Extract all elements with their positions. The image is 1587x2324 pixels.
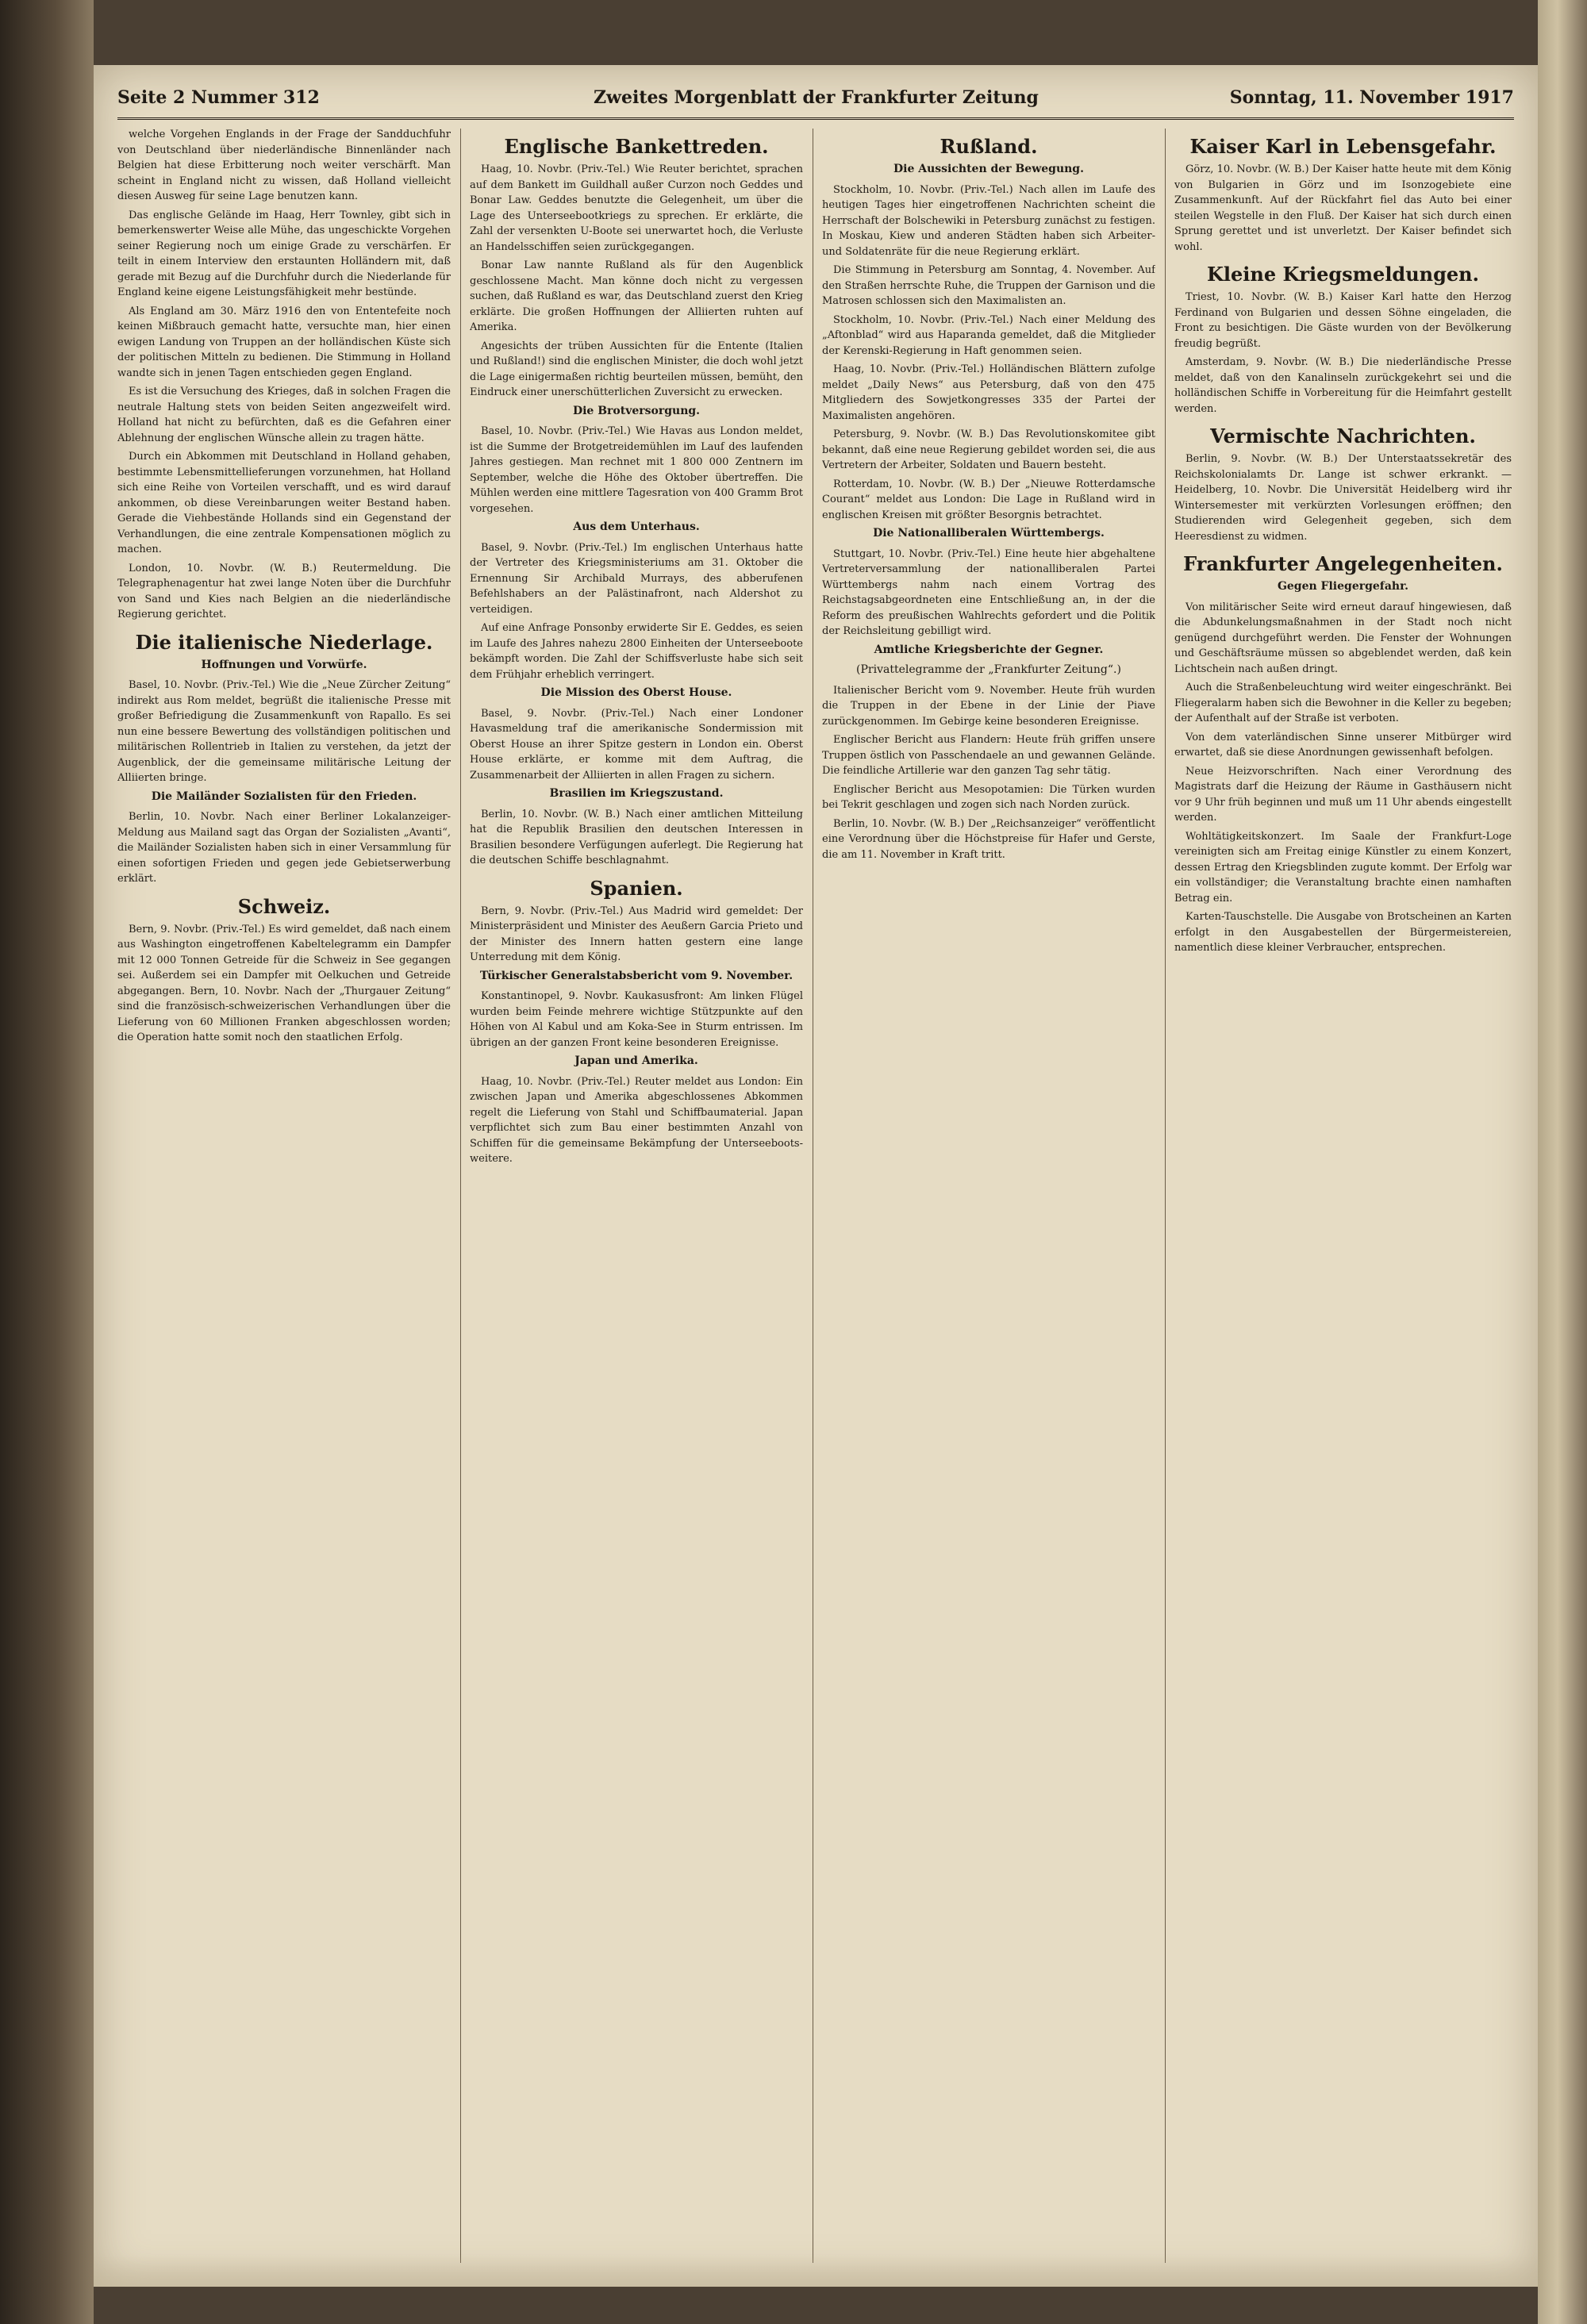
column-rule (1165, 129, 1166, 2263)
article-paragraph: Basel, 10. Novbr. (Priv.-Tel.) Wie Havas aus London meldet, ist die Summe der Brotgetreidemühlen im Lauf des laufenden Jahres gestiegen. Man rechnet mit 1 800 000 Zentnern im September, welche die Höhe des Oktober übertreffen. Die Mühlen werden eine mittlere Tagesration von 400 Gramm Brot vorgesehen. (470, 425, 803, 515)
article-paragraph: Stuttgart, 10. Novbr. (Priv.-Tel.) Eine heute hier abgehaltene Vertreterversammlung der nationalliberalen Partei Württembergs nahm nach einem Vortrag des Reichstagsabgeordneten eine Entschließung an, in der die Reform des preußischen Wahlrechts gefordert und die Politik der Reichsleitung gebilligt wird. (822, 547, 1155, 637)
subheadline: Die Mission des Oberst House. (540, 686, 732, 699)
book-binding-left (0, 0, 94, 2324)
article-paragraph: Auch die Straßenbeleuchtung wird weiter eingeschränkt. Bei Fliegeralarm haben sich die Bewohner in die Keller zu begeben; der Aufenthalt auf der Straße ist verboten. (1174, 682, 1512, 724)
article-paragraph: Triest, 10. Novbr. (W. B.) Kaiser Karl hatte den Herzog Ferdinand von Bulgarien und dessen Söhne eingeladen, die Front zu besichtigen. Die Gäste wurden von der Bevölkerung freudig begrüßt. (1174, 291, 1512, 350)
article-paragraph: Stockholm, 10. Novbr. (Priv.-Tel.) Nach einer Meldung des „Aftonblad“ wird aus Haparanda gemeldet, daß die Mitglieder der Kerenski-Regierung in Haft genommen seien. (822, 313, 1155, 357)
news-item: Karten-Tauschstelle. Die Ausgabe von Brotscheinen an Karten erfolgt in den Ausgabestellen der Bürgermeistereien, namentlich diese kleiner Verbraucher, entsprechen. (1174, 911, 1512, 954)
article-paragraph: Konstantinopel, 9. Novbr. Kaukasusfront: Am linken Flügel wurden beim Feinde mehrere wichtige Stützpunkte auf den Höhen von Al Kabul und am Koka-See in Sturm entrissen. Im übrigen an der ganzen Front keine besonderen Ereignisse. (470, 990, 803, 1049)
article-paragraph: Es ist die Versuchung des Krieges, daß in solchen Fragen die neutrale Haltung stets von beiden Seiten angezweifelt wird. Holland hat nicht zu befürchten, daß es die Gefahren einer Ablehnung der englischen Wünsche allein zu tragen hätte. (117, 386, 451, 444)
subheadline: Die Brotversorgung. (572, 404, 701, 417)
article-paragraph: Englischer Bericht aus Mesopotamien: Die Türken wurden bei Tekrit geschlagen und zogen sich nach Norden zurück. (822, 783, 1155, 811)
headline-english-banquet: Englische Bankettreden. (504, 135, 769, 158)
article-paragraph: Basel, 9. Novbr. (Priv.-Tel.) Im englischen Unterhaus hatte der Vertreter des Kriegsministeriums am 31. Oktober die Ernennung Sir Archibald Murrays, des abberufenen Befehlshabers an der Palästinafront, nach Aldershot zu verteidigen. (470, 541, 803, 616)
article-paragraph: Stockholm, 10. Novbr. (Priv.-Tel.) Nach allen im Laufe des heutigen Tages hier eingetroffenen Nachrichten scheint die Herrschaft der Bolschewiki in Petersburg zunächst zu festigen. In Moskau, Kiew und anderen Städten haben sich Arbeiter- und Soldatenräte für die neue Regierung erklärt. (822, 183, 1155, 258)
column-rule (460, 129, 461, 2263)
article-paragraph: Von militärischer Seite wird erneut darauf hingewiesen, daß die Abdunkelungsmaßnahmen in der Stadt noch nicht genügend durchgeführt werden. Die Fenster der Wohnungen und Geschäftsräume müssen so abgeblendet werden, daß kein Lichtschein nach außen dringt. (1174, 601, 1512, 675)
article-paragraph: Bern, 9. Novbr. (Priv.-Tel.) Es wird gemeldet, daß nach einem aus Washington eingetroffenen Kabeltelegramm ein Dampfer mit 12 000 Tonnen Getreide für die Schweiz in See gegangen sei. Außerdem sei ein Dampfer mit Oelkuchen und Getreide abgegangen. Bern, 10. Novbr. Nach der „Thurgauer Zeitung“ sind die französisch-schweizerischen Verhandlungen über die Lieferung von 60 Millionen Franken abgeschlossen worden; die Operation hatte somit noch den staatlichen Erfolg. (117, 923, 451, 1043)
subheadline: Aus dem Unterhaus. (573, 520, 700, 533)
subheadline: Gegen Fliegergefahr. (1277, 580, 1409, 593)
article-paragraph: Von dem vaterländischen Sinne unserer Mitbürger wird erwartet, daß sie diese Anordnungen gewissenhaft befolgen. (1174, 731, 1512, 759)
subheadline: Amtliche Kriegsberichte der Gegner. (874, 643, 1104, 656)
issue-date: Sonntag, 11. November 1917 (1229, 87, 1514, 108)
column-2 (470, 127, 803, 2261)
headline-spain: Spanien. (590, 876, 683, 900)
article-paragraph: Englischer Bericht aus Flandern: Heute früh griffen unsere Truppen östlich von Passchendaele an und gewannen Gelände. Die feindliche Artillerie war den ganzen Tag sehr tätig. (822, 734, 1155, 777)
article-paragraph: Haag, 10. Novbr. (Priv.-Tel.) Holländischen Blättern zufolge meldet „Daily News“ aus Petersburg, daß von den 475 Mitgliedern des Sowjetkongresses 335 der Partei der Maximalisten angehören. (822, 363, 1155, 422)
article-paragraph: Auf eine Anfrage Ponsonby erwiderte Sir E. Geddes, es seien im Laufe des Jahres nahezu 2800 Einheiten der Unterseeboote bekämpft worden. Die Zahl der Schiffsverluste habe sich seit dem Frühjahr erheblich verringert. (470, 622, 803, 681)
news-item: Wohltätigkeitskonzert. Im Saale der Frankfurt-Loge vereinigten sich am Freitag einige Künstler zu einem Konzert, dessen Ertrag den Kriegsblinden zugute kommt. Der Erfolg war ein vollständiger; die Veranstaltung brachte einen namhaften Betrag ein. (1174, 830, 1512, 905)
subheadline: Die Nationalliberalen Württembergs. (873, 527, 1105, 540)
article-paragraph: Berlin, 9. Novbr. (W. B.) Der Unterstaatssekretär des Reichskolonialamts Dr. Lange ist schwer erkrankt. — Heidelberg, 10. Novbr. Die Universität Heidelberg wird ihr Wintersemester mit verkürzten Vorlesungen eröffnen; den Studierenden wird Gelegenheit gegeben, sich dem Heeresdienst zu widmen. (1174, 453, 1512, 543)
headline-misc-news: Vermischte Nachrichten. (1210, 424, 1476, 448)
article-paragraph: Basel, 10. Novbr. (Priv.-Tel.) Wie die „Neue Zürcher Zeitung“ indirekt aus Rom meldet, begrüßt die italienische Presse mit großer Befriedigung die Zusammenkunft von Rapallo. Es sei nun eine bessere Bewertung des vollständigen politischen und militärischen Rollentrieb in Italien zu verstehen, da jetzt der Augenblick, der die gemeinsame militärische Leitung der Alliierten bringe. (117, 679, 451, 784)
article-paragraph: Die Stimmung in Petersburg am Sonntag, 4. November. Auf den Straßen herrschte Ruhe, die Truppen der Garnison und die Matrosen schlossen sich den Maximalisten an. (822, 264, 1155, 307)
subheadline-note: (Privattelegramme der „Frankfurter Zeitung“.) (856, 663, 1121, 676)
headline-italy: Die italienische Niederlage. (135, 630, 433, 654)
column-3 (822, 127, 1155, 2261)
newspaper-title: Zweites Morgenblatt der Frankfurter Zeitung (594, 87, 1039, 108)
news-item: Berlin, 10. Novbr. Nach einer Berliner Lokalanzeiger-Meldung aus Mailand sagt das Organ der Sozialisten „Avanti“, die Mailänder Sozialisten haben sich in einer Versammlung für einen sofortigen Frieden und gegen jede Gebietserwerbung erklärt. (117, 811, 451, 885)
subheadline: Die Mailänder Sozialisten für den Frieden. (151, 789, 417, 803)
article-paragraph: Italienischer Bericht vom 9. November. Heute früh wurden die Truppen in der Ebene in der Linie der Piave zurückgenommen. Im Gebirge keine besonderen Ereignisse. (822, 684, 1155, 728)
article-paragraph: Durch ein Abkommen mit Deutschland in Holland gehaben, bestimmte Lebensmittellieferungen vorzunehmen, hat Holland sich eine Reihe von Vorteilen verschafft, und es wird darauf ankommen, ob diese Vereinbarungen weiter Bestand haben. Gerade die Viehbestände Hollands sind ein Gegenstand der Verhandlungen, die eine zentrale Kompensationen möglich zu machen. (117, 451, 451, 555)
headline-russia: Rußland. (940, 135, 1038, 158)
article-paragraph: Als England am 30. März 1916 den von Ententefeite noch keinen Mißbrauch gemacht hatte, versuchte man, hier einen ewigen Landung von Truppen an der holländischen Küste sich der politischen Mitteln zu bedienen. Die Stimmung in Holland wandte sich in jenen Tagen entschieden gegen England. (117, 305, 451, 379)
news-item: London, 10. Novbr. (W. B.) Reutermeldung. Die Telegraphenagentur hat zwei lange Noten über die Durchfuhr von Sand und Kies nach Belgien an die niederländische Regierung gerichtet. (117, 562, 451, 620)
column-1 (117, 127, 451, 2261)
article-paragraph: Berlin, 10. Novbr. (W. B.) Der „Reichsanzeiger“ veröffentlicht eine Verordnung über die Höchstpreise für Hafer und Gerste, die am 11. November in Kraft tritt. (822, 817, 1155, 861)
page-bottom-shading (94, 2255, 1538, 2287)
article-paragraph: Petersburg, 9. Novbr. (W. B.) Das Revolutionskomitee gibt bekannt, daß eine neue Regierung gebildet worden sei, die aus Vertretern der Arbeiter, Soldaten und Bauern besteht. (822, 428, 1155, 471)
headline-frankfurt: Frankfurter Angelegenheiten. (1183, 552, 1503, 575)
article-paragraph: Haag, 10. Novbr. (Priv.-Tel.) Reuter meldet aus London: Ein zwischen Japan und Amerika abgeschlossenes Abkommen regelt die Lieferung von Stahl und Schiffbaumaterial. Japan verpflichtet sich zum Bau einer bestimmten Anzahl von Schiffen für die gemeinsame Bekämpfung der Unterseeboots-weitere. (470, 1075, 803, 1165)
article-paragraph: welche Vorgehen Englands in der Frage der Sandduchfuhr von Deutschland über niederländische Binnenländer nach Belgien hat diese Erbitterung noch weiter verschärft. Man scheint in England nicht zu wissen, daß Holland vielleicht diesen Ausweg für seine Lage benutzen kann. (117, 129, 451, 202)
article-paragraph: Berlin, 10. Novbr. (W. B.) Nach einer amtlichen Mitteilung hat die Republik Brasilien den deutschen Interessen in Brasilien besondere Verfügungen auferlegt. Die Regierung hat die deutschen Schiffe beschlagnahmt. (470, 808, 803, 866)
article-paragraph: Das englische Gelände im Haag, Herr Townley, gibt sich in bemerkenswerter Weise alle Mühe, das ungeschickte Vorgehen seiner Regierung noch um einige Grade zu verschärfen. Er teilt in einem Interview den erstaunten Holländern mit, daß gerade mit Bezug auf die Durchfuhr durch die Niederlande für England keine eigene Leistungsfähigkeit mehr bestünde. (117, 209, 451, 298)
article-paragraph: Rotterdam, 10. Novbr. (W. B.) Der „Nieuwe Rotterdamsche Courant“ meldet aus London: Die Lage in Rußland wird in englischen Kreisen mit größter Besorgnis betrachtet. (822, 478, 1155, 521)
article-paragraph: Bonar Law nannte Rußland als für den Augenblick geschlossene Macht. Man könne doch nicht zu vergessen suchen, daß Rußland es war, das Deutschland zuerst den Krieg erklärte. Die großen Hoffnungen der Alliierten ruhten auf Amerika. (470, 259, 803, 333)
subheadline: Hoffnungen und Vorwürfe. (201, 658, 367, 671)
headline-emperor: Kaiser Karl in Lebensgefahr. (1189, 135, 1497, 158)
article-paragraph: Görz, 10. Novbr. (W. B.) Der Kaiser hatte heute mit dem König von Bulgarien in Görz und im Isonzogebiete eine Zusammenkunft. Auf der Rückfahrt fiel das Auto bei einer steilen Wegstelle in den Fluß. Der Kaiser hat sich durch einen Sprung gerettet und ist unverletzt. Der Kaiser befindet sich wohl. (1174, 163, 1512, 253)
next-page-edge (1538, 0, 1587, 2324)
subheadline: Japan und Amerika. (574, 1054, 698, 1067)
page-header (117, 81, 1514, 120)
article-paragraph: Amsterdam, 9. Novbr. (W. B.) Die niederländische Presse meldet, daß von den Kanalinseln zurückgekehrt sei und die holländischen Schiffe in Vorbereitung für die Heimfahrt gestellt werden. (1174, 356, 1512, 415)
article-paragraph: Haag, 10. Novbr. (Priv.-Tel.) Wie Reuter berichtet, sprachen auf dem Bankett im Guildhall außer Curzon noch Geddes und Bonar Law. Geddes benutzte die Gelegenheit, um über die Lage des Unterseebootkriegs zu sprechen. Er erklärte, die Zahl der versenkten U-Boote sei unerwartet hoch, die Verluste an Handelsschiffen seien zurückgegangen. (470, 163, 803, 253)
subheadline: Türkischer Generalstabsbericht vom 9. November. (479, 969, 794, 982)
newspaper-page (94, 65, 1538, 2287)
article-paragraph: Basel, 9. Novbr. (Priv.-Tel.) Nach einer Londoner Havasmeldung traf die amerikanische Sondermission mit Oberst House an ihrer Spitze gestern in London ein. Oberst House erklärte, er komme mit dem Auftrag, die Zusammenarbeit der Alliierten in allen Fragen zu sichern. (470, 707, 803, 782)
article-paragraph: Bern, 9. Novbr. (Priv.-Tel.) Aus Madrid wird gemeldet: Der Ministerpräsident und Minister des Aeußern Garcia Prieto und der Minister des Innern hatten gestern eine lange Unterredung mit dem König. (470, 905, 803, 963)
headline-small-war-news: Kleine Kriegsmeldungen. (1207, 263, 1479, 286)
news-item: Neue Heizvorschriften. Nach einer Verordnung des Magistrats darf die Heizung der Räume in Gasthäusern nicht vor 9 Uhr früh beginnen und muß um 11 Uhr abends eingestellt werden. (1174, 765, 1512, 824)
subheadline: Brasilien im Kriegszustand. (549, 787, 724, 800)
page-number-label: Seite 2 Nummer 312 (117, 87, 320, 108)
column-4 (1174, 127, 1512, 2261)
article-paragraph: Angesichts der trüben Aussichten für die Entente (Italien und Rußland!) sind die englischen Minister, die doch wohl jetzt die Lage einigermaßen richtig beurteilen müssen, bemüht, den Eindruck einer unerschütterlichen Zuversicht zu erwecken. (470, 340, 803, 398)
subheadline: Die Aussichten der Bewegung. (893, 163, 1084, 175)
headline-switzerland: Schweiz. (237, 894, 331, 918)
